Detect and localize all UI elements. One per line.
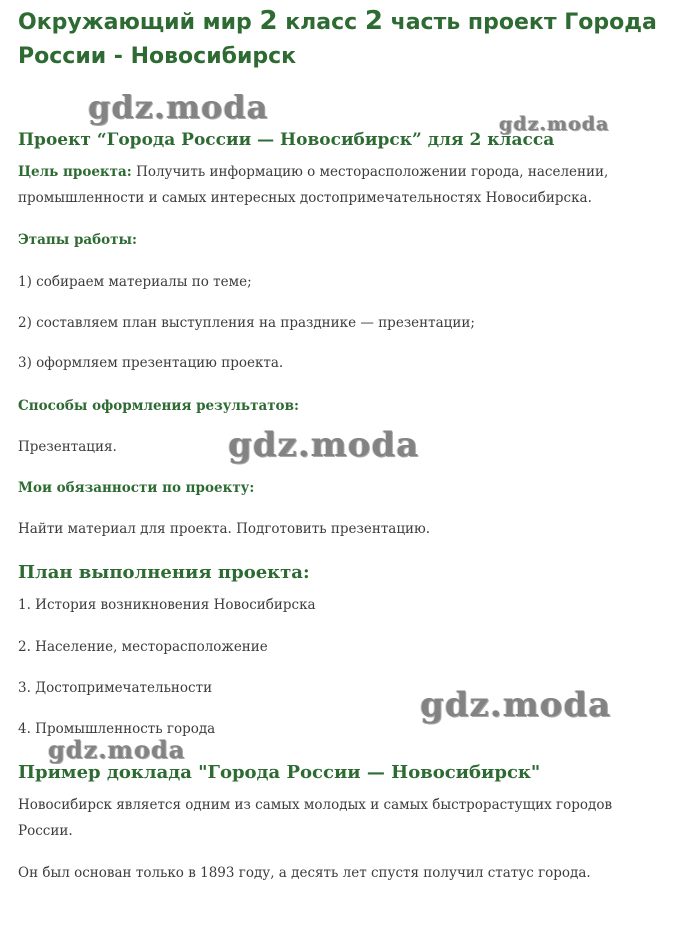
plan-heading: План выполнения проекта: — [18, 562, 310, 583]
plan-item-2: 2. Население, месторасположение — [18, 639, 268, 655]
watermark-logo: gdz.moda — [499, 113, 610, 135]
goal-text: Получить информацию о месторасположении города, населении, промышленности и самых интересных достопримечательностях Новосибирска. — [18, 164, 609, 206]
watermark-logo: gdz.moda — [420, 685, 612, 725]
plan-item-1: 1. История возникновения Новосибирска — [18, 597, 316, 613]
report-paragraph-2: Он был основан только в 1893 году, а десять лет спустя получил статус города. — [18, 865, 591, 881]
plan-item-3: 3. Достопримечательности — [18, 680, 213, 696]
title-part-number: 2 — [364, 6, 383, 36]
title-part-2: класс — [277, 10, 365, 35]
report-paragraph-1: Новосибирск является одним из самых молодых и самых быстрорастущих городов России. — [18, 797, 613, 839]
methods-heading: Способы оформления результатов: — [18, 398, 299, 414]
report-heading: Пример доклада "Города России — Новосибирск" — [18, 762, 541, 783]
title-part-3: часть проект Города — [382, 10, 657, 35]
stage-item-3: 3) оформляем презентацию проекта. — [18, 355, 284, 371]
title-part-1: Окружающий мир — [18, 10, 260, 35]
title-grade-number: 2 — [259, 6, 278, 36]
duties-heading: Мои обязанности по проекту: — [18, 480, 255, 496]
duties-text: Найти материал для проекта. Подготовить презентацию. — [18, 521, 431, 537]
plan-item-4: 4. Промышленность города — [18, 721, 216, 737]
methods-text: Презентация. — [18, 439, 117, 455]
project-heading: Проект “Города России — Новосибирск” для 2 класса — [18, 130, 555, 150]
goal-label: Цель проекта: — [18, 164, 132, 180]
watermark-logo: gdz.moda — [228, 425, 420, 465]
stages-heading: Этапы работы: — [18, 232, 138, 248]
goal-paragraph — [18, 159, 658, 211]
watermark-logo: gdz.moda — [88, 88, 269, 126]
stage-item-1: 1) собираем материалы по теме; — [18, 274, 252, 290]
title-line-2: России - Новосибирск — [18, 44, 297, 69]
watermark-logo: gdz.moda — [48, 735, 186, 764]
page-title — [18, 4, 678, 74]
stage-item-2: 2) составляем план выступления на празднике — презентации; — [18, 315, 475, 331]
